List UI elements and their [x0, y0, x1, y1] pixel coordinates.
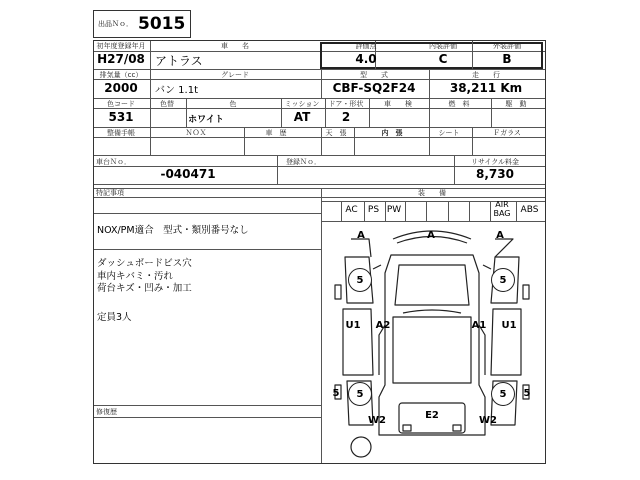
- first-reg-label: 初年度登録年月: [96, 42, 146, 50]
- damage-mid-right-inner: A1: [471, 320, 487, 331]
- remark-line: 荷台キズ・凹み・加工: [97, 283, 192, 294]
- color-code-label: 色コード: [107, 100, 135, 108]
- damage-lower-right-outer: 5: [523, 388, 531, 399]
- lot-label: 出品Ｎｏ．: [98, 20, 133, 28]
- vehicle-diagram: [321, 225, 543, 461]
- repair-label: 修復歴: [96, 408, 117, 416]
- seat-label: シート: [438, 129, 460, 137]
- score-value: 4.0: [355, 52, 377, 66]
- displacement-value: 2000: [104, 81, 138, 95]
- nox-note: NOX/PM適合 型式・類別番号なし: [97, 225, 249, 236]
- damage-mid-left-inner: A2: [375, 320, 391, 331]
- equipment-label: 装 備: [418, 189, 446, 197]
- exterior-label: 外装評価: [493, 42, 521, 50]
- right-side-rear: [491, 309, 521, 375]
- doors-value: 2: [341, 110, 351, 124]
- model-code-value: CBF-SQ2F24: [332, 81, 416, 95]
- equipment-cell: PS: [367, 205, 380, 215]
- grade-label: グレード: [221, 71, 249, 79]
- damage-rear-left: W2: [368, 415, 386, 426]
- equipment-cell: PW: [386, 205, 402, 215]
- cab-roof: [395, 265, 469, 305]
- color-label: 色: [229, 100, 237, 108]
- damage-rear-center: E2: [425, 410, 439, 421]
- reg-no-label: 登録Ｎｏ．: [286, 158, 321, 166]
- trim-label: 色替: [160, 100, 174, 108]
- damage-lower-left-outer: 5: [332, 388, 340, 399]
- fuel-label: 燃 料: [448, 100, 470, 108]
- chassis-label: 車台Ｎｏ．: [96, 158, 131, 166]
- nox-label: ＮＯＸ: [185, 129, 207, 137]
- cargo-bed: [393, 317, 471, 383]
- model-name-value: アトラス: [155, 54, 203, 68]
- remark-line: 車内キバミ・汚れ: [97, 270, 174, 282]
- remarks-label: 特記事項: [96, 189, 124, 197]
- remark-line: 定員3人: [97, 312, 132, 323]
- damage-upper-right-circle: 5: [491, 268, 515, 292]
- chassis-value: -040471: [160, 167, 216, 181]
- score-label: 評価点: [355, 42, 377, 50]
- equipment-cell: ABS: [520, 205, 539, 215]
- recycle-value: 8,730: [476, 167, 514, 181]
- damage-lower-left-circle: 5: [348, 382, 372, 406]
- drive-label: 駆 動: [505, 100, 527, 108]
- interior-label: 内装評価: [429, 42, 457, 50]
- interior-value: C: [438, 52, 448, 66]
- airbag-cell: AIR BAG: [493, 200, 511, 218]
- damage-front-left: A: [357, 230, 365, 241]
- color-value: ホワイト: [188, 115, 224, 125]
- displacement-label: 排気量（cc）: [99, 71, 143, 79]
- remark-line: [97, 296, 192, 309]
- lot-box: [93, 10, 191, 38]
- recycle-label: リサイクル料金: [470, 158, 520, 166]
- transmission-value: AT: [293, 110, 311, 124]
- damage-rear-right: W2: [479, 415, 497, 426]
- inspection-label: 車 検: [384, 100, 412, 108]
- damage-front-center: A: [427, 230, 435, 241]
- exterior-value: B: [502, 52, 512, 66]
- sunroof-label: 天 張: [325, 129, 347, 137]
- interior-trim-label: 内 張: [381, 129, 403, 137]
- color-code-value: 531: [108, 110, 134, 124]
- left-side-rear: [343, 309, 373, 375]
- equipment-cell: AC: [345, 205, 358, 215]
- lot-number: 5015: [138, 14, 186, 34]
- damage-upper-left-circle: 5: [348, 268, 372, 292]
- glass-label: Ｆガラス: [493, 129, 521, 137]
- damage-mid-left-outer: U1: [345, 320, 361, 331]
- damage-mid-right-outer: U1: [501, 320, 517, 331]
- transmission-label: ミッション: [284, 100, 320, 108]
- mileage-label: 走 行: [472, 71, 500, 79]
- body-outline: [379, 255, 485, 435]
- mileage-value: 38,211 Km: [449, 81, 523, 95]
- first-reg-value: H27/08: [97, 52, 145, 66]
- remarks-list: [97, 258, 192, 325]
- model-code-label: 型 式: [360, 71, 388, 79]
- remark-line: ダッシュボードビス穴: [97, 258, 192, 269]
- history-label: 車 歴: [265, 129, 287, 137]
- grade-value: バン 1.1t: [155, 85, 199, 96]
- manual-label: 整備手帳: [107, 129, 135, 137]
- model-name-label: 車 名: [221, 42, 249, 50]
- doors-label: ドア・形状: [328, 100, 364, 108]
- damage-lower-right-circle: 5: [491, 382, 515, 406]
- damage-front-right: A: [496, 230, 504, 241]
